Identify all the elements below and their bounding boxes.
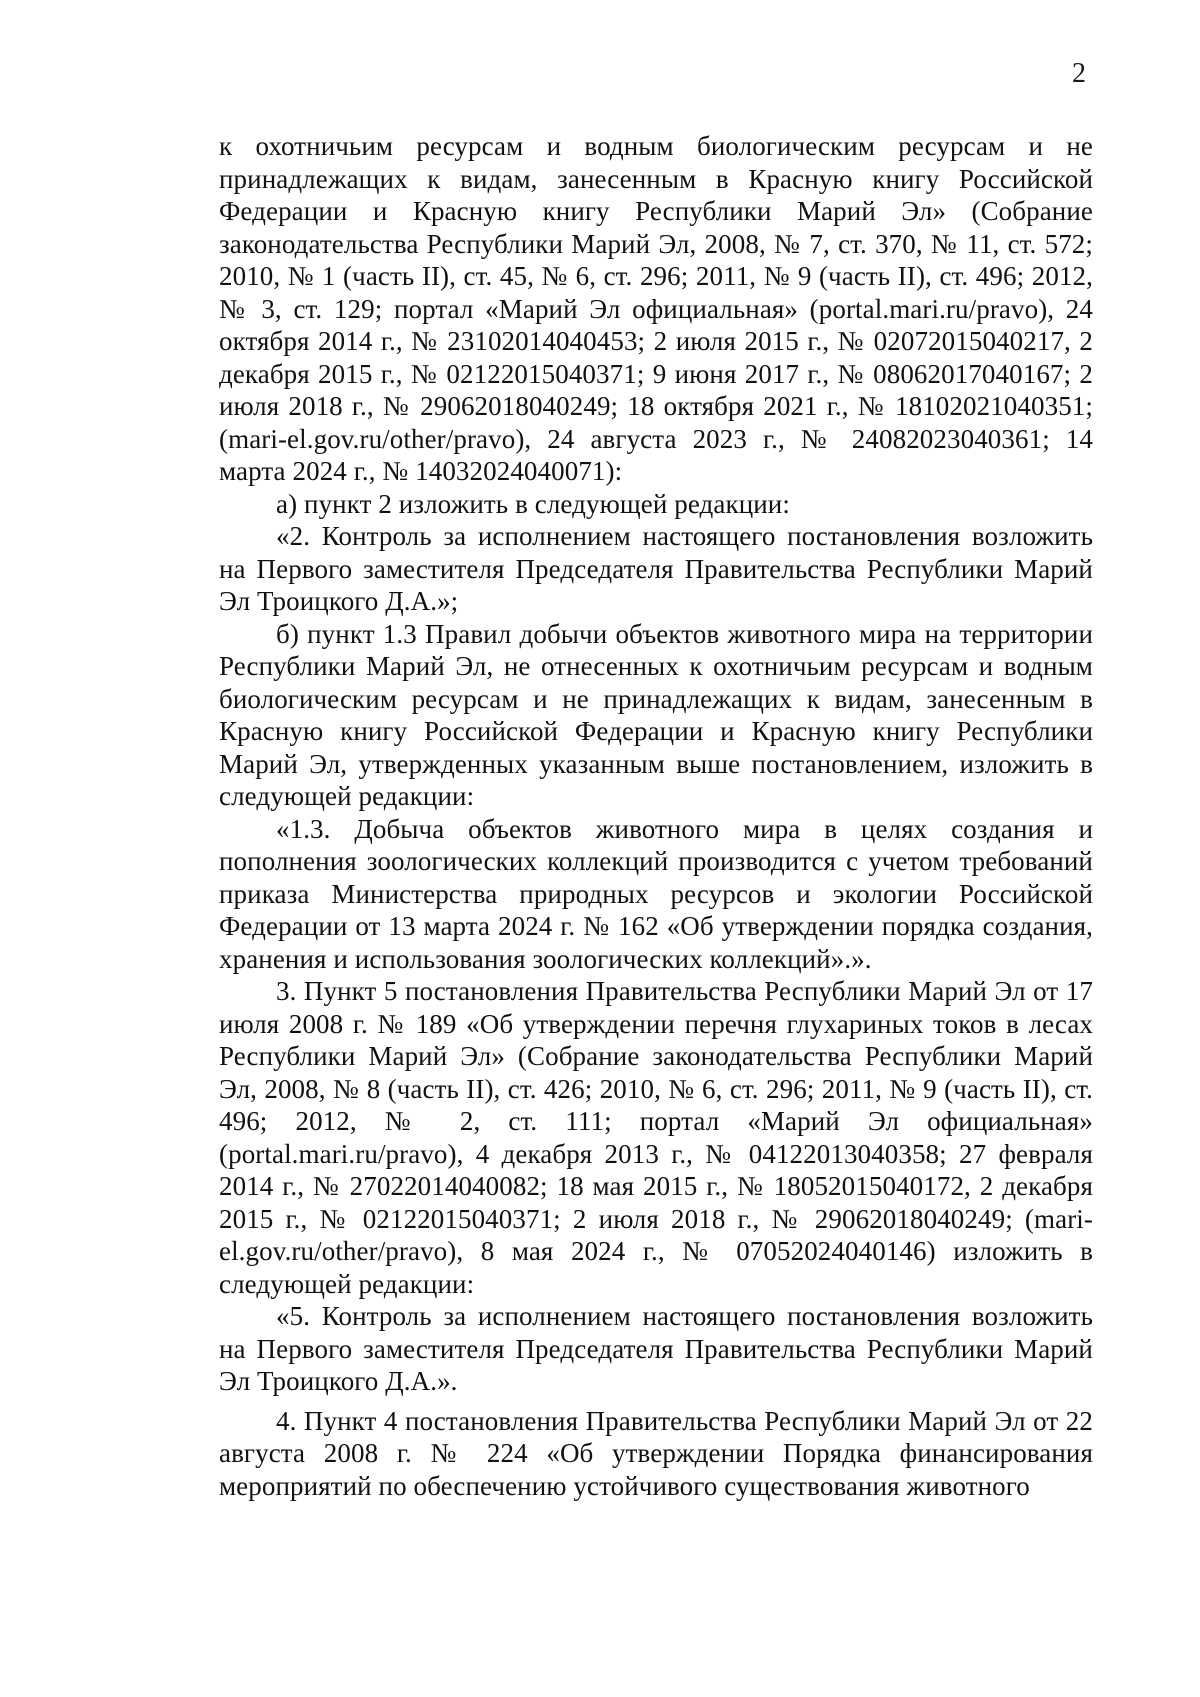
paragraph-item-b: б) пункт 1.3 Правил добычи объектов животного мира на территории Республики Марий Эл, не отнесенных к охотничьим ресурсам и водным биологическим ресурсам и не принадлежащих к видам, занесенным в Красную книгу Российской Федерации и Красную книгу Республики Марий Эл, утвержденных указанным выше постановлением, изложить в следующей редакции: [219,618,1093,811]
page-number: 2 [1072,58,1086,89]
document-body [219,130,1093,1502]
paragraph-quote-point-5: «5. Контроль за исполнением настоящего постановления возложить на Первого заместителя Председателя Правительства Республики Марий Эл Троицкого Д.А.». [219,1301,1093,1396]
paragraph-point-3: 3. Пункт 5 постановления Правительства Республики Марий Эл от 17 июля 2008 г. № 189 «Об утверждении перечня глухариных токов в лесах Республики Марий Эл» (Собрание законодательства Республики Марий Эл, 2008, № 8 (часть II), ст. 426; 2010, № 6, ст. 296; 2011, № 9 (часть II), ст. 496; 2012, № 2, ст. 111; портал «Марий Эл официальная» (portal.mari.ru/pravo), 4 декабря 2013 г., № 04122013040358; 27 февраля 2014 г., № 27022014040082; 18 мая 2015 г., № 18052015040172, 2 декабря 2015 г., № 02122015040371; 2 июля 2018 г., № 29062018040249; (mari-el.gov.ru/other/pravo), 8 мая 2024 г., № 07052024040146) изложить в следующей редакции: [219,976,1093,1299]
paragraph-item-a: а) пункт 2 изложить в следующей редакции: [276,488,790,519]
paragraph-quote-point-1-3: «1.3. Добыча объектов животного мира в целях создания и пополнения зоологических коллекций производится с учетом требований приказа Министерства природных ресурсов и экологии Российской Федерации от 13 марта 2024 г. № 162 «Об утверждении порядка создания, хранения и использования зоологических коллекций».». [219,813,1093,974]
paragraph-continuation: к охотничьим ресурсам и водным биологическим ресурсам и не принадлежащих к видам, занесенным в Красную книгу Российской Федерации и Красную книгу Республики Марий Эл» (Собрание законодательства Республики Марий Эл, 2008, № 7, ст. 370, № 11, ст. 572; 2010, № 1 (часть II), ст. 45, № 6, ст. 296; 2011, № 9 (часть II), ст. 496; 2012, № 3, ст. 129; портал «Марий Эл официальная» (portal.mari.ru/pravo), 24 октября 2014 г., № 23102014040453; 2 июля 2015 г., № 02072015040217, 2 декабря 2015 г., № 02122015040371; 9 июня 2017 г., № 08062017040167; 2 июля 2018 г., № 29062018040249; 18 октября 2021 г., № 18102021040351; (mari-el.gov.ru/other/pravo), 24 августа 2023 г., № 24082023040361; 14 марта 2024 г., № 14032024040071): [219,131,1093,486]
paragraph-quote-point-2: «2. Контроль за исполнением настоящего постановления возложить на Первого заместителя Председателя Правительства Республики Марий Эл Троицкого Д.А.»; [219,521,1093,616]
paragraph-point-4: 4. Пункт 4 постановления Правительства Республики Марий Эл от 22 августа 2008 г. № 224 «Об утверждении Порядка финансирования мероприятий по обеспечению устойчивого существования животного [219,1405,1093,1501]
